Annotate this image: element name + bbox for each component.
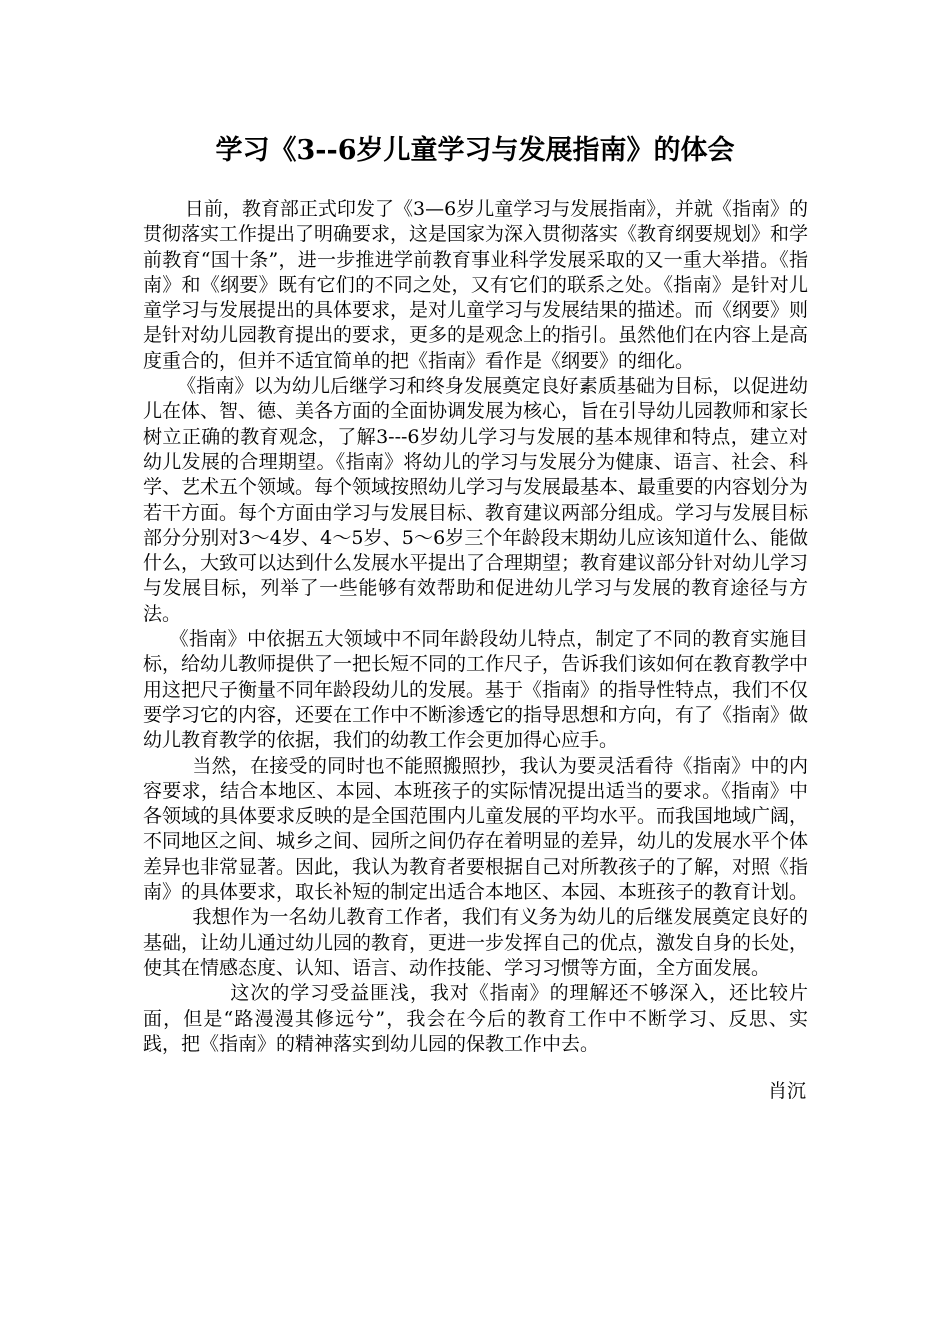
paragraph-5: 我想作为一名幼儿教育工作者，我们有义务为幼儿的后继发展奠定良好的基础，让幼儿通过幼儿园的教育，更进一步发挥自己的优点，激发自身的长处，使其在情感态度、认知、语言、动作技能、学习习惯等方面，全方面发展。 <box>143 906 809 979</box>
document-body <box>143 197 808 1104</box>
author-signature: 肖沉 <box>767 1080 806 1103</box>
paragraph-6: 这次的学习受益匪浅，我对《指南》的理解还不够深入，还比较片面，但是“路漫漫其修远兮”，我会在今后的教育工作中不断学习、反思、实践，把《指南》的精神落实到幼儿园的保教工作中去。 <box>143 982 808 1055</box>
paragraph-2: 《指南》以为幼儿后继学习和终身发展奠定良好素质基础为目标，以促进幼儿在体、智、德、美各方面的全面协调发展为核心，旨在引导幼儿园教师和家长树立正确的教育观念，了解3---6岁幼儿学习与发展的基本规律和特点，建立对幼儿发展的合理期望。《指南》将幼儿的学习与发展分为健康、语言、社会、科学、艺术五个领域。每个领域按照幼儿学习与发展最基本、最重要的内容划分为若干方面。每个方面由学习与发展目标、教育建议两部分组成。学习与发展目标部分分别对3～4岁、4～5岁、5～6岁三个年龄段末期幼儿应该知道什么、能做什么，大致可以达到什么发展水平提出了合理期望；教育建议部分针对幼儿学习与发展目标，列举了一些能够有效帮助和促进幼儿学习与发展的教育途径与方法。 <box>143 375 809 625</box>
paragraph-4: 当然，在接受的同时也不能照搬照抄，我认为要灵活看待《指南》中的内容要求，结合本地区、本园、本班孩子的实际情况提出适当的要求。《指南》中各领域的具体要求反映的是全国范围内儿童发展的平均水平。而我国地域广阔，不同地区之间、城乡之间、园所之间仍存在着明显的差异，幼儿的发展水平个体差异也非常显著。因此，我认为教育者要根据自己对所教孩子的了解，对照《指南》的具体要求，取长补短的制定出适合本地区、本园、本班孩子的教育计划。 <box>143 754 809 904</box>
document-title: 学习《3--6岁儿童学习与发展指南》的体会 <box>215 135 735 166</box>
paragraph-1: 日前，教育部正式印发了《3—6岁儿童学习与发展指南》，并就《指南》的贯彻落实工作提出了明确要求，这是国家为深入贯彻落实《教育纲要规划》和学前教育“国十条”，进一步推进学前教育事业科学发展采取的又一重大举措。《指南》和《纲要》既有它们的不同之处，又有它们的联系之处。《指南》是针对儿童学习与发展提出的具体要求，是对儿童学习与发展结果的描述。而《纲要》则是针对幼儿园教育提出的要求，更多的是观念上的指引。虽然他们在内容上是高度重合的，但并不适宜简单的把《指南》看作是《纲要》的细化。 <box>143 198 809 372</box>
paragraph-3: 《指南》中依据五大领域中不同年龄段幼儿特点，制定了不同的教育实施目标，给幼儿教师提供了一把长短不同的工作尺子，告诉我们该如何在教育教学中用这把尺子衡量不同年龄段幼儿的发展。基于《指南》的指导性特点，我们不仅要学习它的内容，还要在工作中不断渗透它的指导思想和方向，有了《指南》做幼儿教育教学的依据，我们的幼教工作会更加得心应手。 <box>143 628 809 752</box>
